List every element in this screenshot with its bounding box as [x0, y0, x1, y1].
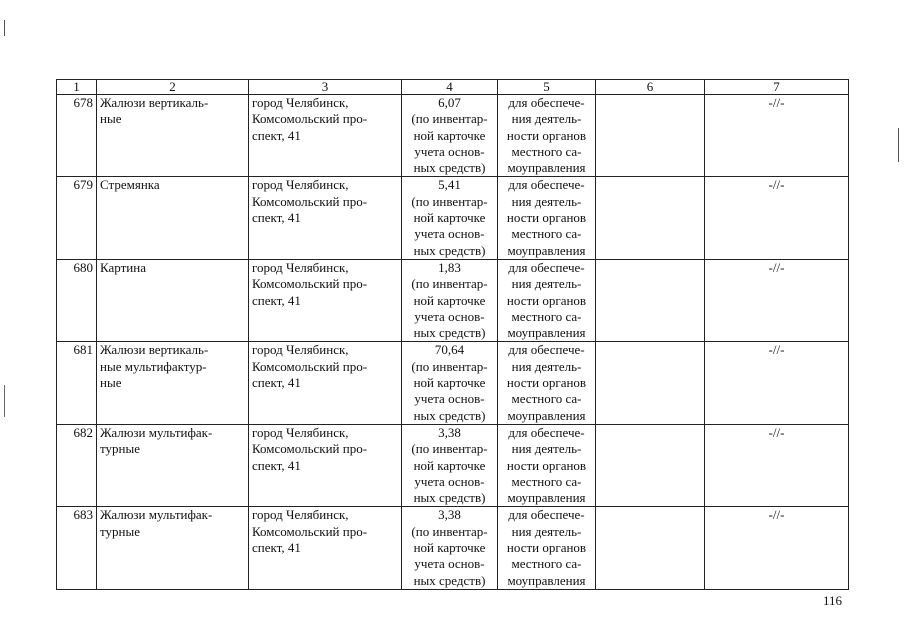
cell-text-line: ных средств) [413, 407, 486, 423]
table-row [57, 424, 849, 506]
cell-text-line: моуправления [507, 160, 586, 176]
cell-text-line: ных средств) [413, 490, 486, 506]
table-row [57, 177, 849, 259]
cell-text-line: ния деятель- [511, 358, 582, 374]
cell-text-line: Комсомольский про- [252, 441, 368, 457]
column-number-row [57, 80, 849, 95]
cell-text-line: ных средств) [413, 572, 486, 588]
column-6-cell [596, 95, 705, 177]
cell-text-line: ной карточке [413, 375, 486, 391]
column-header: 6 [596, 80, 705, 95]
cell-text-line: Жалюзи мультифак- [100, 424, 213, 440]
column-6-cell [596, 424, 705, 506]
cell-text-line: местного са- [511, 226, 582, 242]
item-name-cell [97, 424, 249, 506]
ditto-mark-cell: -//- [705, 259, 849, 341]
cell-text-line: местного са- [511, 391, 582, 407]
cell-text-line: моуправления [507, 325, 586, 341]
cell-text-line: ния деятель- [511, 276, 582, 292]
address-cell [249, 259, 402, 341]
cell-text-line: турные [100, 441, 140, 457]
item-name-cell [97, 95, 249, 177]
column-6-cell [596, 259, 705, 341]
cell-text-line: 3,38 [438, 424, 461, 440]
column-6-cell [596, 177, 705, 259]
purpose-cell [498, 342, 596, 424]
ditto-mark-cell: -//- [705, 95, 849, 177]
ditto-mark-cell: -//- [705, 342, 849, 424]
cell-text-line: учета основ- [414, 308, 485, 324]
column-header: 4 [402, 80, 498, 95]
cell-text-line: (по инвентар- [411, 193, 488, 209]
cell-text-line: ной карточке [413, 292, 486, 308]
cell-text-line: Комсомольский про- [252, 358, 368, 374]
cell-text-line: город Челябинск, [252, 424, 349, 440]
cell-text-line: ности органов [506, 210, 587, 226]
address-cell [249, 507, 402, 589]
row-number-cell: 680 [57, 259, 97, 341]
cell-text-line: город Челябинск, [252, 95, 349, 110]
cell-text-line: ных средств) [413, 325, 486, 341]
item-name-cell [97, 507, 249, 589]
row-number-cell: 683 [57, 507, 97, 589]
cell-text-line: для обеспече- [508, 424, 585, 440]
cell-text-line: ности органов [506, 127, 587, 143]
purpose-cell [498, 507, 596, 589]
cell-text-line: спект, 41 [252, 540, 301, 556]
cell-text-line: ные [100, 111, 122, 127]
cell-text-line: город Челябинск, [252, 259, 349, 275]
value-cell [402, 507, 498, 589]
ditto-mark-cell: -//- [705, 507, 849, 589]
cell-text-line: местного са- [511, 556, 582, 572]
address-cell [249, 342, 402, 424]
cell-text-line: местного са- [511, 143, 582, 159]
cell-text-line: для обеспече- [508, 95, 585, 110]
cell-text-line: ные мультифактур- [100, 358, 207, 374]
cell-text-line: турные [100, 523, 140, 539]
value-cell [402, 95, 498, 177]
cell-text-line: моуправления [507, 242, 586, 258]
table-row [57, 95, 849, 177]
value-cell [402, 342, 498, 424]
cell-text-line: (по инвентар- [411, 441, 488, 457]
cell-text-line: ной карточке [413, 540, 486, 556]
cell-text-line: 6,07 [438, 95, 461, 110]
cell-text-line: Картина [100, 259, 146, 275]
cell-text-line: (по инвентар- [411, 111, 488, 127]
value-cell [402, 177, 498, 259]
cell-text-line: город Челябинск, [252, 507, 349, 523]
cell-text-line: ности органов [506, 457, 587, 473]
item-name-cell [97, 177, 249, 259]
scan-artifact-line [4, 20, 5, 36]
cell-text-line: ности органов [506, 540, 587, 556]
cell-text-line: учета основ- [414, 556, 485, 572]
cell-text-line: ния деятель- [511, 441, 582, 457]
cell-text-line: ности органов [506, 292, 587, 308]
column-header: 3 [249, 80, 402, 95]
cell-text-line: ных средств) [413, 160, 486, 176]
cell-text-line: 5,41 [438, 177, 461, 193]
column-6-cell [596, 507, 705, 589]
cell-text-line: (по инвентар- [411, 358, 488, 374]
cell-text-line: Жалюзи вертикаль- [100, 95, 209, 110]
column-header: 1 [57, 80, 97, 95]
cell-text-line: спект, 41 [252, 375, 301, 391]
cell-text-line: моуправления [507, 572, 586, 588]
table-row [57, 259, 849, 341]
cell-text-line: местного са- [511, 308, 582, 324]
scan-artifact-line [4, 385, 5, 417]
cell-text-line: спект, 41 [252, 457, 301, 473]
purpose-cell [498, 424, 596, 506]
purpose-cell [498, 259, 596, 341]
ditto-mark-cell: -//- [705, 424, 849, 506]
cell-text-line: Комсомольский про- [252, 276, 368, 292]
property-register-table [56, 79, 849, 590]
scan-artifact-line [898, 128, 899, 162]
cell-text-line: Жалюзи вертикаль- [100, 342, 209, 358]
cell-text-line: ния деятель- [511, 193, 582, 209]
table-row [57, 507, 849, 589]
cell-text-line: Комсомольский про- [252, 111, 368, 127]
purpose-cell [498, 177, 596, 259]
cell-text-line: ния деятель- [511, 111, 582, 127]
cell-text-line: для обеспече- [508, 507, 585, 523]
row-number-cell: 681 [57, 342, 97, 424]
address-cell [249, 177, 402, 259]
cell-text-line: спект, 41 [252, 292, 301, 308]
cell-text-line: ной карточке [413, 210, 486, 226]
row-number-cell: 678 [57, 95, 97, 177]
column-header: 7 [705, 80, 849, 95]
cell-text-line: учета основ- [414, 143, 485, 159]
item-name-cell [97, 259, 249, 341]
value-cell [402, 259, 498, 341]
cell-text-line: 3,38 [438, 507, 461, 523]
cell-text-line: ной карточке [413, 127, 486, 143]
column-header: 2 [97, 80, 249, 95]
cell-text-line: для обеспече- [508, 342, 585, 358]
cell-text-line: для обеспече- [508, 259, 585, 275]
cell-text-line: город Челябинск, [252, 177, 349, 193]
item-name-cell [97, 342, 249, 424]
cell-text-line: учета основ- [414, 391, 485, 407]
cell-text-line: Стремянка [100, 177, 160, 193]
cell-text-line: ных средств) [413, 242, 486, 258]
cell-text-line: 70,64 [434, 342, 465, 358]
value-cell [402, 424, 498, 506]
cell-text-line: спект, 41 [252, 210, 301, 226]
cell-text-line: ности органов [506, 375, 587, 391]
cell-text-line: Комсомольский про- [252, 523, 368, 539]
table-row [57, 342, 849, 424]
cell-text-line: учета основ- [414, 473, 485, 489]
ditto-mark-cell: -//- [705, 177, 849, 259]
row-number-cell: 682 [57, 424, 97, 506]
cell-text-line: ния деятель- [511, 523, 582, 539]
column-6-cell [596, 342, 705, 424]
cell-text-line: учета основ- [414, 226, 485, 242]
cell-text-line: ные [100, 375, 122, 391]
cell-text-line: моуправления [507, 490, 586, 506]
row-number-cell: 679 [57, 177, 97, 259]
address-cell [249, 424, 402, 506]
cell-text-line: (по инвентар- [411, 276, 488, 292]
cell-text-line: для обеспече- [508, 177, 585, 193]
cell-text-line: город Челябинск, [252, 342, 349, 358]
cell-text-line: местного са- [511, 473, 582, 489]
table-body [57, 95, 849, 590]
cell-text-line: спект, 41 [252, 127, 301, 143]
cell-text-line: (по инвентар- [411, 523, 488, 539]
cell-text-line: моуправления [507, 407, 586, 423]
cell-text-line: ной карточке [413, 457, 486, 473]
page-number: 116 [823, 593, 843, 608]
cell-text-line: Жалюзи мультифак- [100, 507, 213, 523]
address-cell [249, 95, 402, 177]
column-header: 5 [498, 80, 596, 95]
cell-text-line: Комсомольский про- [252, 193, 368, 209]
purpose-cell [498, 95, 596, 177]
cell-text-line: 1,83 [438, 259, 461, 275]
